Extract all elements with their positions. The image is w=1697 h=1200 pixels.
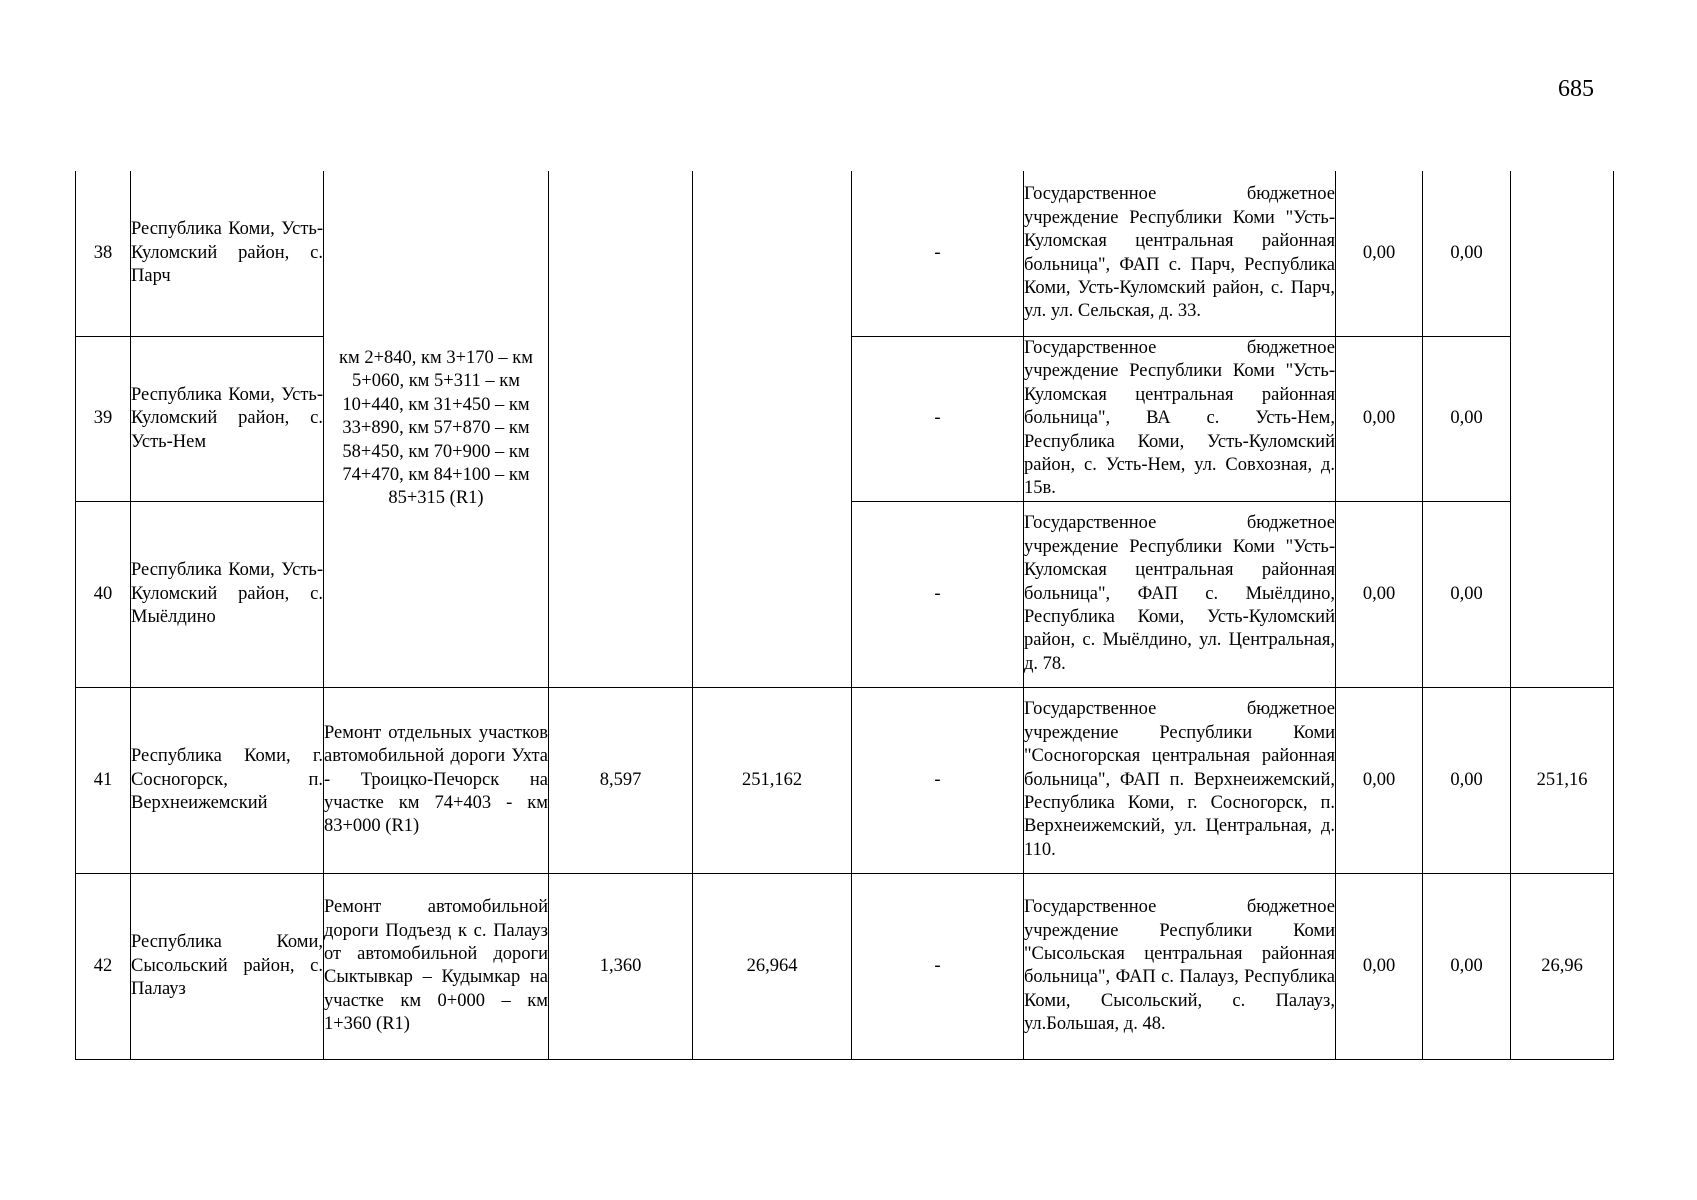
location-cell: Республика Коми, Сысольский район, с. Палауз <box>131 873 324 1059</box>
location-cell: Республика Коми, Усть-Куломский район, с. Парч <box>131 171 324 337</box>
cost-cell: 251,162 <box>693 687 852 873</box>
dash-cell: - <box>852 171 1024 337</box>
value-cell-2: 0,00 <box>1423 687 1511 873</box>
value-cell-1: 0,00 <box>1336 873 1423 1059</box>
institution-cell: Государственное бюджетное учреждение Республики Коми "Усть-Куломская центральная районная больница", ФАП с. Мыёлдино, Республика Коми, Усть-Куломский район, с. Мыёлдино, ул. Центральная, д. 78. <box>1024 501 1336 687</box>
row-number: 38 <box>76 171 131 337</box>
dash-cell: - <box>852 501 1024 687</box>
value-cell-2: 0,00 <box>1423 171 1511 337</box>
value-cell-2: 0,00 <box>1423 873 1511 1059</box>
value-cell-1: 0,00 <box>1336 337 1423 502</box>
total-cell-empty <box>1511 171 1614 687</box>
work-description-cell: Ремонт автомобильной дороги Подъезд к с. Палауз от автомобильной дороги Сыктывкар – Кудымкар на участке км 0+000 – км 1+360 (R1) <box>324 873 549 1059</box>
dash-cell: - <box>852 337 1024 502</box>
length-cell: 8,597 <box>549 687 693 873</box>
total-cell: 251,16 <box>1511 687 1614 873</box>
table-row <box>76 687 1614 873</box>
row-number: 40 <box>76 501 131 687</box>
location-cell: Республика Коми, Усть-Куломский район, с. Усть-Нем <box>131 337 324 502</box>
data-table <box>75 171 1614 1060</box>
location-cell: Республика Коми, г. Сосногорск, п. Верхнеижемский <box>131 687 324 873</box>
cost-cell: 26,964 <box>693 873 852 1059</box>
value-cell-2: 0,00 <box>1423 501 1511 687</box>
institution-cell: Государственное бюджетное учреждение Республики Коми "Сосногорская центральная районная больница", ФАП п. Верхнеижемский, Республика Коми, г. Сосногорск, п. Верхнеижемский, ул. Центральная, д. 110. <box>1024 687 1336 873</box>
institution-cell: Государственное бюджетное учреждение Республики Коми "Сысольская центральная районная больница", ФАП с. Палауз, Республика Коми, Сысольский, с. Палауз, ул.Большая, д. 48. <box>1024 873 1336 1059</box>
cost-cell-empty <box>693 171 852 687</box>
value-cell-2: 0,00 <box>1423 337 1511 502</box>
dash-cell: - <box>852 687 1024 873</box>
work-description-cell: Ремонт отдельных участков автомобильной дороги Ухта - Троицко-Печорск на участке км 74+403 - км 83+000 (R1) <box>324 687 549 873</box>
table-row <box>76 171 1614 337</box>
total-cell: 26,96 <box>1511 873 1614 1059</box>
dash-cell: - <box>852 873 1024 1059</box>
institution-cell: Государственное бюджетное учреждение Республики Коми "Усть-Куломская центральная районная больница", ФАП с. Парч, Республика Коми, Усть-Куломский район, с. Парч, ул. ул. Сельская, д. 33. <box>1024 171 1336 337</box>
page-number: 685 <box>1558 76 1594 102</box>
length-cell-empty <box>549 171 693 687</box>
table-row <box>76 873 1614 1059</box>
km-sections-cell: км 2+840, км 3+170 – км 5+060, км 5+311 – км 10+440, км 31+450 – км 33+890, км 57+870 – км 58+450, км 70+900 – км 74+470, км 84+100 – км 85+315 (R1) <box>324 171 549 687</box>
row-number: 41 <box>76 687 131 873</box>
value-cell-1: 0,00 <box>1336 501 1423 687</box>
row-number: 39 <box>76 337 131 502</box>
location-cell: Республика Коми, Усть-Куломский район, с. Мыёлдино <box>131 501 324 687</box>
row-number: 42 <box>76 873 131 1059</box>
institution-cell: Государственное бюджетное учреждение Республики Коми "Усть-Куломская центральная районная больница", ВА с. Усть-Нем, Республика Коми, Усть-Куломский район, с. Усть-Нем, ул. Совхозная, д. 15в. <box>1024 337 1336 502</box>
value-cell-1: 0,00 <box>1336 171 1423 337</box>
value-cell-1: 0,00 <box>1336 687 1423 873</box>
length-cell: 1,360 <box>549 873 693 1059</box>
